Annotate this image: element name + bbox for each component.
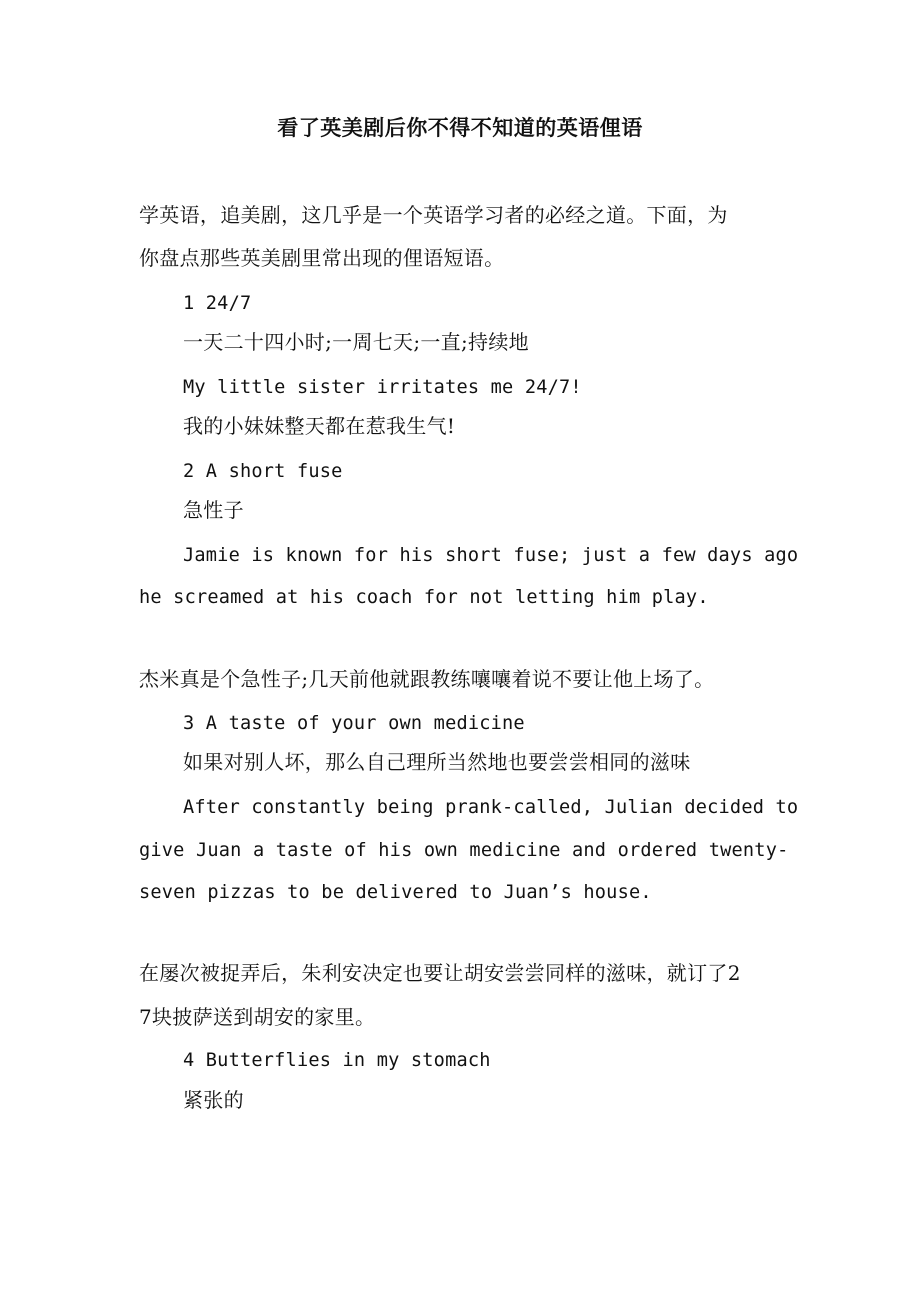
entry-2-heading: 2 A short fuse xyxy=(183,461,343,482)
entry-3-translation-line-1: 在屡次被捉弄后，朱利安决定也要让胡安尝尝同样的滋味，就订了2 xyxy=(139,961,741,985)
entry-2-meaning: 急性子 xyxy=(183,498,244,522)
entry-3-example-line-2: give Juan a taste of his own medicine and ordered twenty- xyxy=(139,840,789,861)
entry-3-heading: 3 A taste of your own medicine xyxy=(183,713,525,734)
entry-1-translation-line-1: 我的小妹妹整天都在惹我生气! xyxy=(183,414,456,438)
entry-4-heading: 4 Butterflies in my stomach xyxy=(183,1050,491,1071)
entry-3-example-line-1: After constantly being prank-called, Julian decided to xyxy=(183,797,799,818)
intro-line-2: 你盘点那些英美剧里常出现的俚语短语。 xyxy=(139,246,505,270)
entry-2-example-line-2: he screamed at his coach for not letting him play. xyxy=(139,587,709,608)
entry-1-heading: 1 24/7 xyxy=(183,293,252,314)
entry-3-meaning: 如果对别人坏，那么自己理所当然地也要尝尝相同的滋味 xyxy=(183,750,691,774)
entry-3-translation-line-2: 7块披萨送到胡安的家里。 xyxy=(139,1005,376,1029)
entry-2-translation-line-1: 杰米真是个急性子;几天前他就跟教练嚷嚷着说不要让他上场了。 xyxy=(139,667,715,691)
entry-2-example-line-1: Jamie is known for his short fuse; just a few days ago xyxy=(183,545,799,566)
entry-1-meaning: 一天二十四小时;一周七天;一直;持续地 xyxy=(183,330,529,354)
document-title: 看了英美剧后你不得不知道的英语俚语 xyxy=(277,115,643,140)
entry-4-meaning: 紧张的 xyxy=(183,1088,244,1112)
entry-3-example-line-3: seven pizzas to be delivered to Juan’s house. xyxy=(139,882,652,903)
intro-line-1: 学英语，追美剧，这几乎是一个英语学习者的必经之道。下面，为 xyxy=(139,203,728,227)
entry-1-example-line-1: My little sister irritates me 24/7! xyxy=(183,377,582,398)
